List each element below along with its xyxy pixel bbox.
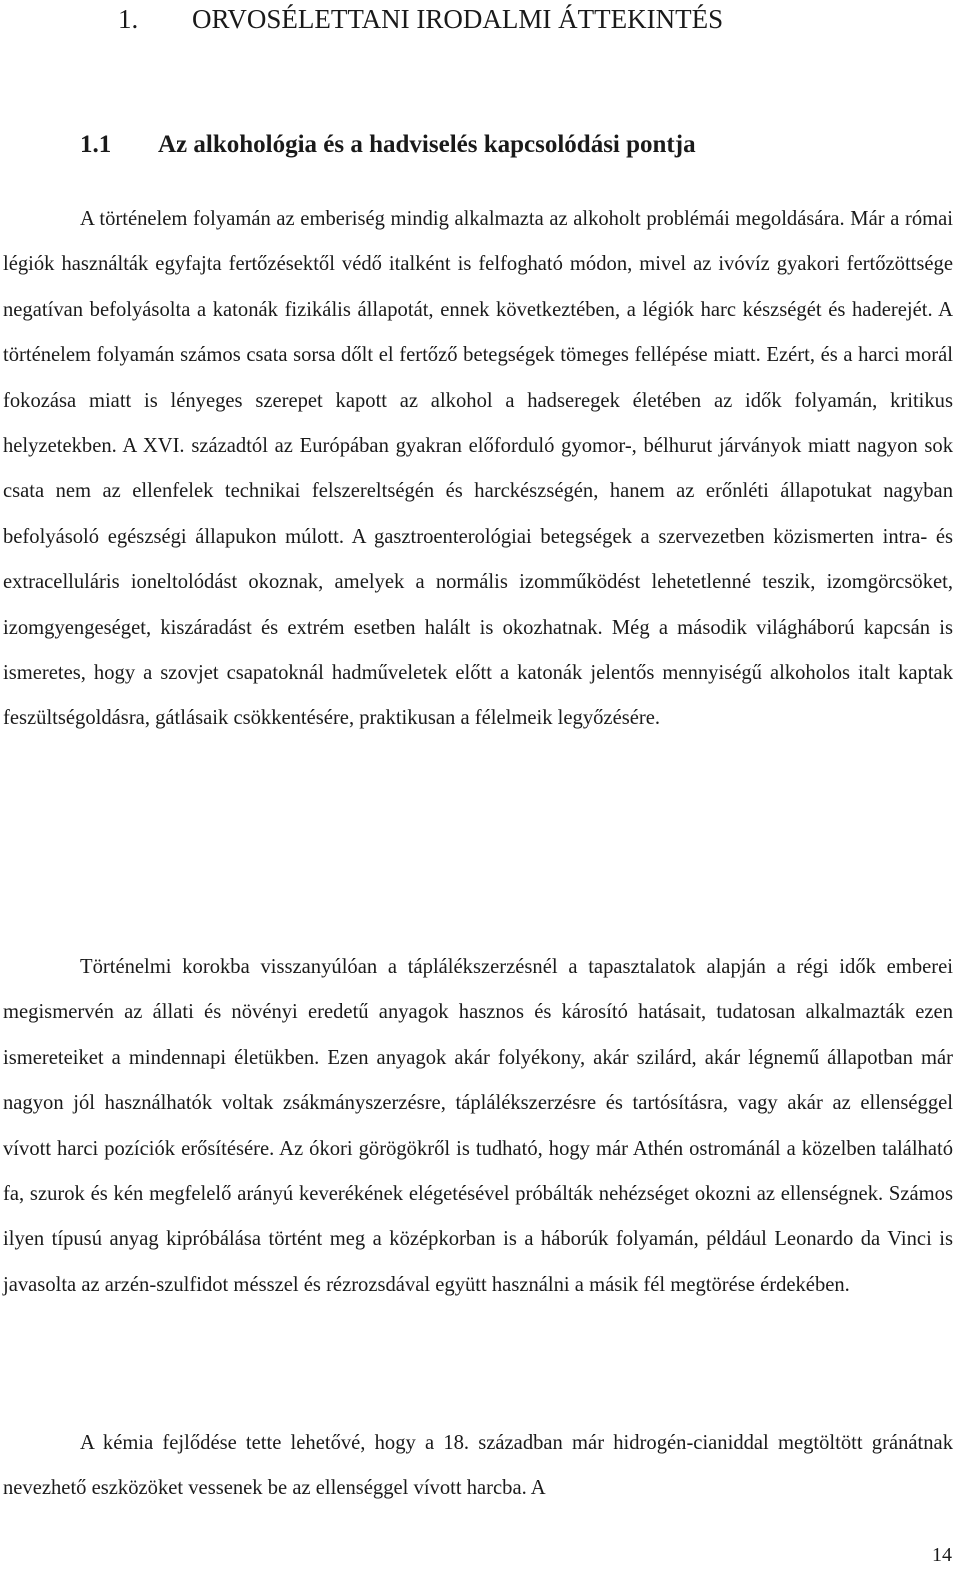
page-number: 14	[932, 1544, 952, 1566]
chapter-title: ORVOSÉLETTANI IRODALMI ÁTTEKINTÉS	[192, 4, 724, 34]
chapter-number: 1.	[118, 4, 139, 34]
section-heading	[80, 128, 696, 162]
chapter-heading	[118, 2, 723, 36]
body-paragraph-1: A történelem folyamán az emberiség mindig alkalmazta az alkoholt problémái megoldására. Már a római légiók használták egyfajta fertőzésektől védő italként is felfogható módon, mivel az ivóvíz gyakori fertőzöttsége negatívan befolyásolta a katonák fizikális állapotát, ennek következtében, a légiók harc készségét és haderejét. A történelem folyamán számos csata sorsa dőlt el fertőző betegségek tömeges fellépése miatt. Ezért, és a harci morál fokozása miatt is lényeges szerepet kapott az alkohol a hadseregek életében az idők folyamán, kritikus helyzetekben. A XVI. századtól az Európában gyakran előforduló gyomor-, bélhurut járványok miatt nagyon sok csata nem az ellenfelek technikai felszereltségén és harckészségén, hanem az erőnléti állapotukat nagyban befolyásoló egészségi állapukon múlott. A gasztroenterológiai betegségek a szervezetben közismerten intra- és extracelluláris ioneltolódást okoznak, amelyek a normális izomműködést lehetetlenné teszik, izomgörcsöket, izomgyengeséget, kiszáradást és extrém esetben halált is okozhatnak. Még a második világháború kapcsán is ismeretes, hogy a szovjet csapatoknál hadműveletek előtt a katonák jelentős mennyiségű alkoholos italt kaptak feszültségoldásra, gátlásaik csökkentésére, praktikusan a félelmeik legyőzésére.	[3, 208, 953, 730]
section-title: Az alkohológia és a hadviselés kapcsolódási pontja	[158, 131, 696, 158]
body-paragraph-2: Történelmi korokba visszanyúlóan a táplálékszerzésnél a tapasztalatok alapján a régi idők emberei megismervén az állati és növényi eredetű anyagok hasznos és károsító hatásait, tudatosan alkalmazták ezen ismereteiket a mindennapi életükben. Ezen anyagok akár folyékony, akár szilárd, akár légnemű állapotban már nagyon jól használhatók voltak zsákmányszerzésre, táplálékszerzésre és tartósításra, vagy akár az ellenséggel vívott harci pozíciók erősítésére. Az ókori görögökről is tudható, hogy már Athén ostrománál a közelben található fa, szurok és kén megfelelő arányú keverékének elégetésével próbálták nehézséget okozni az ellenségnek. Számos ilyen típusú anyag kipróbálása történt meg a középkorban is a háborúk folyamán, például Leonardo da Vinci is javasolta az arzén-szulfidot mésszel és rézrozsdával együtt használni a másik fél megtörése érdekében.	[3, 956, 953, 1296]
section-number: 1.1	[80, 131, 112, 158]
body-paragraph-3: A kémia fejlődése tette lehetővé, hogy a 18. században már hidrogén-cianiddal megtöltött gránátnak nevezhető eszközöket vessenek be az ellenséggel vívott harcba. A	[3, 1432, 953, 1500]
